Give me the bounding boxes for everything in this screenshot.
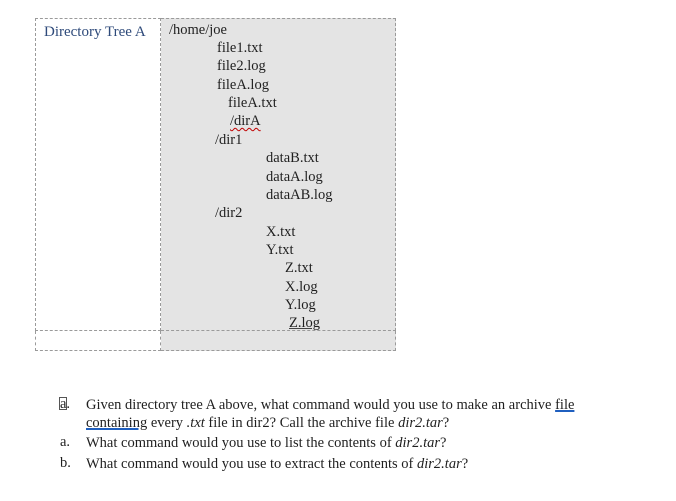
tree-entry: file1.txt: [217, 40, 263, 56]
tree-entry: Y.log: [285, 297, 316, 313]
directory-table: [35, 18, 396, 351]
question-a-line1: Given directory tree A above, what command would you use to make an archive file: [86, 397, 575, 413]
tree-entry: dataB.txt: [266, 150, 319, 166]
question-extract: What command would you use to extract the contents of dir2.tar?: [86, 456, 469, 472]
tree-entry: X.txt: [266, 224, 296, 240]
tree-entry: fileA.log: [217, 77, 269, 93]
tree-entry: dataA.log: [266, 169, 323, 185]
tree-entry: Z.txt: [285, 260, 313, 276]
tree-entry: /dirA: [230, 113, 261, 129]
tree-entry: X.log: [285, 279, 318, 295]
tree-entry: fileA.txt: [228, 95, 277, 111]
table-empty-cell: [35, 331, 161, 351]
tree-entry: /home/joe: [169, 22, 227, 38]
tree-label: Directory Tree A: [44, 24, 146, 40]
tree-entry: dataAB.log: [266, 187, 333, 203]
question-list: What command would you use to list the contents of dir2.tar?: [86, 435, 447, 451]
table-empty-cell: [161, 331, 396, 351]
tree-entry: file2.log: [217, 58, 266, 74]
question-marker: a.: [60, 434, 71, 450]
tree-entry: /dir2: [215, 205, 243, 221]
question-marker: b.: [60, 455, 71, 471]
table-label-cell: [35, 18, 161, 331]
question-marker: a.: [60, 396, 71, 412]
question-a-line2: containing every .txt file in dir2? Call the archive file dir2.tar?: [86, 415, 450, 431]
tree-entry: /dir1: [215, 132, 243, 148]
tree-entry: Z.log: [289, 315, 321, 331]
tree-entry: Y.txt: [266, 242, 294, 258]
tree-cell: [161, 18, 396, 331]
